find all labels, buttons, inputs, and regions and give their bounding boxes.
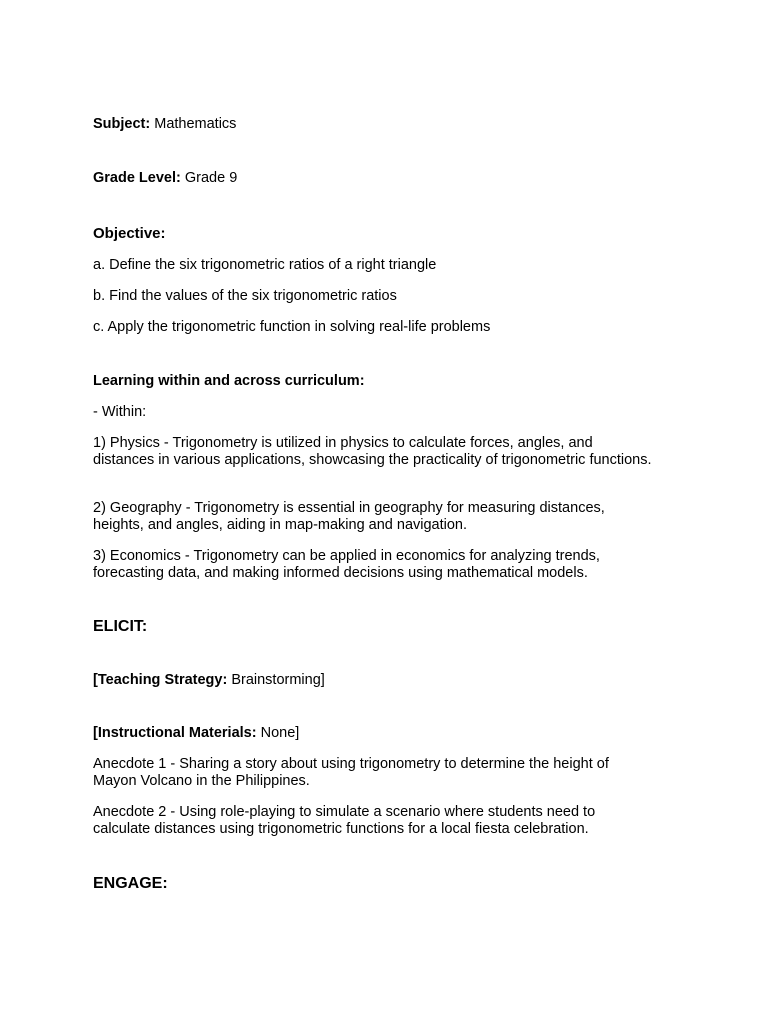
instructional-materials-line [93, 725, 299, 741]
learning-item-physics: 1) Physics - Trigonometry is utilized in physics to calculate forces, angles, and distances in various applications, showcasing the practicality of trigonometric functions. [93, 435, 652, 468]
learning-heading: Learning within and across curriculum: [93, 373, 365, 389]
grade-level-value: Grade 9 [184, 170, 238, 186]
anecdote-1: Anecdote 1 - Sharing a story about using trigonometry to determine the height of Mayon Volcano in the Philippines. [93, 756, 609, 789]
subject-value: Mathematics [154, 116, 237, 132]
instructional-materials-label: Instructional Materials: [97, 725, 257, 741]
objective-item: a. Define the six trigonometric ratios of a right triangle [93, 257, 437, 273]
grade-level-label: Grade Level: [93, 170, 181, 186]
anecdote-2: Anecdote 2 - Using role-playing to simulate a scenario where students need to calculate distances using trigonometric functions for a local fiesta celebration. [93, 804, 596, 837]
instructional-materials-open: [ [93, 725, 98, 741]
learning-item-economics: 3) Economics - Trigonometry can be applied in economics for analyzing trends, forecasting data, and making informed decisions using mathematical models. [93, 548, 600, 581]
objective-heading: Objective: [93, 225, 166, 242]
learning-within: - Within: [93, 404, 147, 420]
instructional-materials-value: None] [256, 725, 300, 741]
elicit-heading: ELICIT: [93, 618, 148, 635]
teaching-strategy-line [93, 672, 325, 688]
subject-line [93, 116, 236, 132]
teaching-strategy-label: Teaching Strategy: [97, 672, 228, 688]
objective-item: b. Find the values of the six trigonometric ratios [93, 288, 397, 304]
engage-heading: ENGAGE: [93, 875, 168, 892]
teaching-strategy-open: [ [93, 672, 98, 688]
objective-item: c. Apply the trigonometric function in solving real-life problems [93, 319, 491, 335]
learning-item-geography: 2) Geography - Trigonometry is essential in geography for measuring distances, heights, and angles, aiding in map-making and navigation. [93, 500, 605, 533]
teaching-strategy-value: Brainstorming] [227, 672, 325, 688]
grade-level-line [93, 170, 237, 186]
subject-label: Subject: [93, 116, 151, 132]
